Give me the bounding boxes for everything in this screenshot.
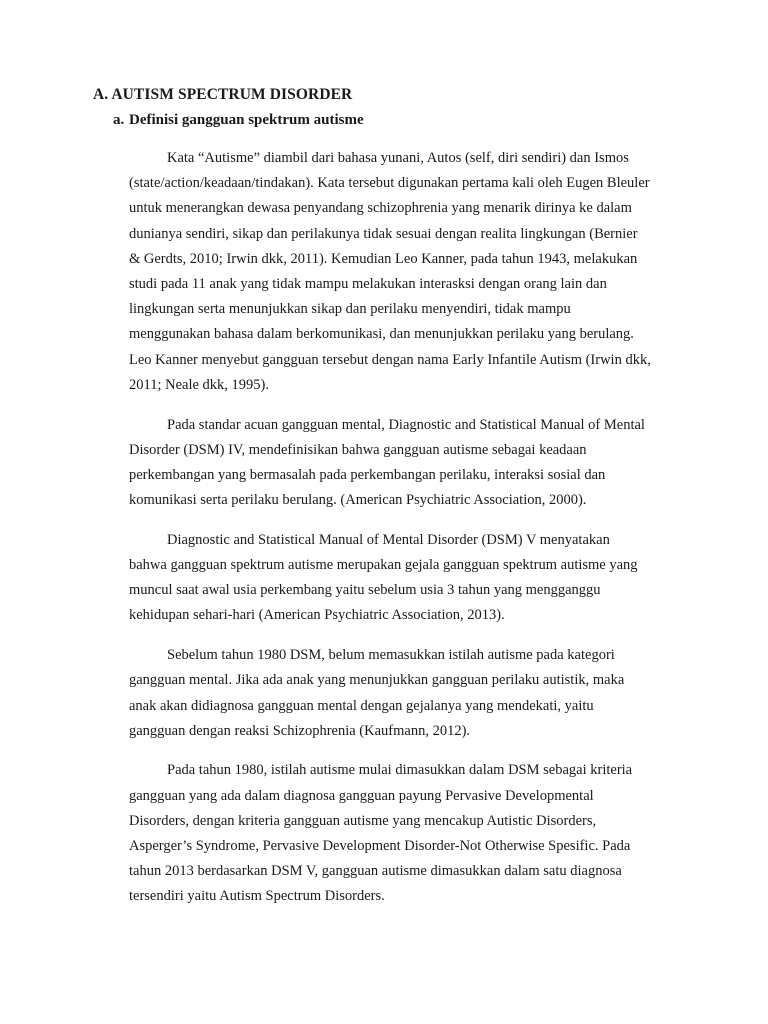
subsection-title: Definisi gangguan spektrum autisme [129, 112, 364, 128]
paragraph-4: Sebelum tahun 1980 DSM, belum memasukkan istilah autisme pada kategori gangguan mental. Jika ada anak yang menunjukkan gangguan perilaku autistik, maka anak akan didiagnosa gangguan mental dengan gejalanya yang mendekati, yaitu gangguan dengan reaksi Schizophrenia (Kaufmann, 2012). [129, 647, 625, 739]
subsection-marker: a. [113, 112, 125, 128]
subsection-heading [113, 112, 364, 129]
document-body [129, 146, 651, 924]
paragraph-1: Kata “Autisme” diambil dari bahasa yunani, Autos (self, diri sendiri) dan Ismos (state/action/keadaan/tindakan). Kata tersebut digunakan pertama kali oleh Eugen Bleuler untuk menerangkan dewasa penyandang schizophrenia yang menarik dirinya ke dalam dunianya sendiri, sikap dan perilakunya tidak sesuai dengan realita lingkungan (Bernier & Gerdts, 2010; Irwin dkk, 2011). Kemudian Leo Kanner, pada tahun 1943, melakukan studi pada 11 anak yang tidak mampu melakukan interasksi dengan orang lain dan lingkungan serta menunjukkan sikap dan perilaku menyendiri, tidak mampu menggunakan bahasa dalam berkomunikasi, dan menunjukkan perilaku yang berulang. Leo Kanner menyebut gangguan tersebut dengan nama Early Infantile Autism (Irwin dkk, 2011; Neale dkk, 1995). [129, 150, 651, 393]
section-heading: A. AUTISM SPECTRUM DISORDER [93, 86, 353, 103]
paragraph-3: Diagnostic and Statistical Manual of Mental Disorder (DSM) V menyatakan bahwa gangguan spektrum autisme merupakan gejala gangguan spektrum autisme yang muncul saat awal usia perkembang yaitu sebelum usia 3 tahun yang mengganggu kehidupan sehari-hari (American Psychiatric Association, 2013). [129, 531, 638, 624]
paragraph-5: Pada tahun 1980, istilah autisme mulai dimasukkan dalam DSM sebagai kriteria gangguan yang ada dalam diagnosa gangguan payung Pervasive Developmental Disorders, dengan kriteria gangguan autisme yang mencakup Autistic Disorders, Asperger’s Syndrome, Pervasive Development Disorder-Not Otherwise Spesific. Pada tahun 2013 berdasarkan DSM V, gangguan autisme dimasukkan dalam satu diagnosa tersendiri yaitu Autism Spectrum Disorders. [129, 762, 633, 905]
paragraph-2: Pada standar acuan gangguan mental, Diagnostic and Statistical Manual of Mental Disorder (DSM) IV, mendefinisikan bahwa gangguan autisme sebagai keadaan perkembangan yang bermasalah pada perkembangan perilaku, interaksi sosial dan komunikasi serta perilaku berulang. (American Psychiatric Association, 2000). [129, 416, 645, 509]
